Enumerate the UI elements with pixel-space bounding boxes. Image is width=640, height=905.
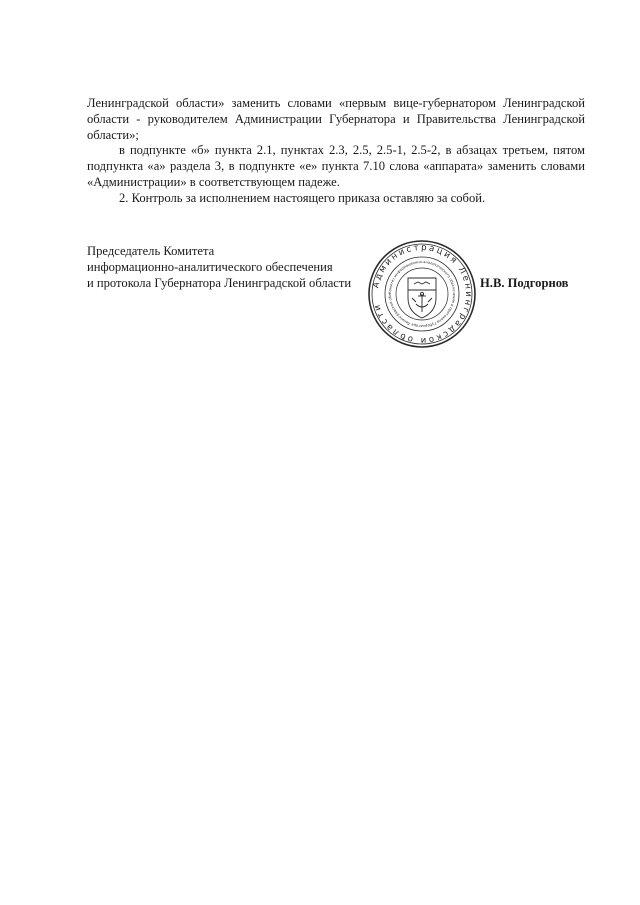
paragraph-control: 2. Контроль за исполнением настоящего приказа оставляю за собой. [119, 190, 486, 205]
svg-text:Администрация Ленинградской об: Администрация Ленинградской области [371, 242, 474, 346]
signature-title-line: информационно-аналитического обеспечения [87, 259, 333, 274]
signer-name: Н.В. Подгорнов [480, 276, 569, 290]
coat-of-arms-icon [408, 278, 436, 318]
paragraph-subpoint: в подпункте «б» пункта 2.1, пунктах 2.3, 2.5, 2.5-1, 2.5-2, в абзацах третьем, пятом подпункта «а» раздела 3, в подпункте «е» пункта 7.10 слова «аппарата» заменить словами «Администрации» в соответствующем падеже. [87, 143, 585, 189]
paragraph-continuation: Ленинградской области» заменить словами «первым вице-губернатором Ленинградской области - руководителем Администрации Губернатора и Правительства Ленинградской области»; [87, 96, 585, 142]
seal-graphic [368, 238, 476, 350]
signature-title-line: и протокола Губернатора Ленинградской области [87, 275, 352, 290]
signature-title [87, 244, 387, 291]
signature-title-line: Председатель Комитета [87, 244, 215, 258]
official-seal [368, 238, 476, 350]
document-body [87, 96, 585, 207]
svg-text:Комитет информационно-аналитич: Комитет информационно-аналитического обеспечения и протокола Губернатора Ленинградской обл [387, 259, 457, 329]
